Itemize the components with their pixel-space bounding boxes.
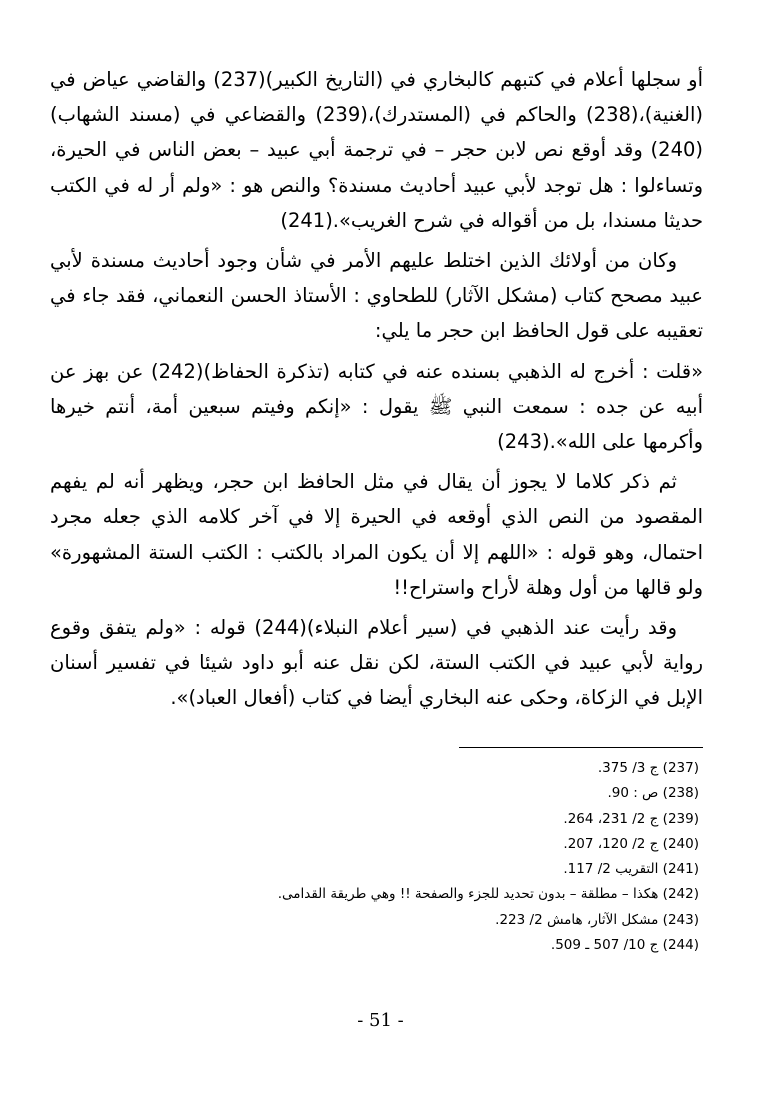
footnotes-list (59, 756, 699, 958)
paragraph-5: وقد رأيت عند الذهبي في (سير أعلام النبلاء)(244) قوله : «ولم يتفق وقوع رواية لأبي عبيد في الكتب الستة، لكن نقل عنه أبو داود شيئا في تفسير أسنان الإبل في الزكاة، وحكى عنه البخاري أيضا في كتاب (أفعال العباد)». (50, 616, 703, 710)
paragraph-3: «قلت : أخرج له الذهبي بسنده عنه في كتابه (تذكرة الحفاظ)(242) عن بهز عن أبيه عن جده : سمعت النبي ﷺ يقول : «إنكم وفيتم سبعين أمة، أنتم خيرها وأكرمها على الله».(243) (50, 359, 703, 454)
paragraph-4: ثم ذكر كلاما لا يجوز أن يقال في مثل الحافظ ابن حجر، ويظهر أنه لم يفهم المقصود من النص الذي أوقعه في الحيرة إلا في آخر كلامه الذي جعله مجرد احتمال، وهو قوله : «اللهم إلا أن يكون المراد بالكتب : الكتب الستة المشهورة» ولو قالها من أول وهلة لأراح واستراح!! (50, 470, 703, 599)
footnote-240: (240) ج 2/ 120، 207. (563, 835, 699, 852)
footnote-239: (239) ج 2/ 231، 264. (563, 810, 699, 827)
footnote-separator (459, 747, 703, 748)
page-number: - 51 - (357, 1010, 404, 1031)
paragraph-1: أو سجلها أعلام في كتبهم كالبخاري في (التاريخ الكبير)(237) والقاضي عياض في (الغنية)،(238) والحاكم في (المستدرك)،(239) والقضاعي في (مسند الشهاب)(240) وقد أوقع نص لابن حجر – في ترجمة أبي عبيد – بعض الناس في الحيرة، وتساءلوا : هل توجد لأبي عبيد أحاديث مسندة؟ والنص هو : «ولم أر له في الكتب حديثا مسندا، بل من أقواله في شرح الغريب».(241) (50, 68, 703, 232)
footnote-237: (237) ج 3/ 375. (597, 760, 699, 776)
footnote-243: (243) مشكل الآثار، هامش 2/ 223. (495, 911, 699, 928)
main-text (50, 62, 703, 716)
footnote-238: (238) ص : 90. (607, 785, 699, 802)
footnote-242: (242) هكذا – مطلقة – بدون تحديد للجزء والصفحة !! وهي طريقة القدامى. (277, 886, 699, 903)
footnote-241: (241) التقريب 2/ 117. (563, 861, 699, 878)
footnote-244: (244) ج 10/ 507 ـ 509. (550, 937, 699, 954)
paragraph-2: وكان من أولائك الذين اختلط عليهم الأمر في شأن وجود أحاديث مسندة لأبي عبيد مصحح كتاب (مشكل الآثار) للطحاوي : الأستاذ الحسن النعماني، فقد جاء في تعقيبه على قول الحافظ ابن حجر ما يلي: (50, 249, 703, 343)
